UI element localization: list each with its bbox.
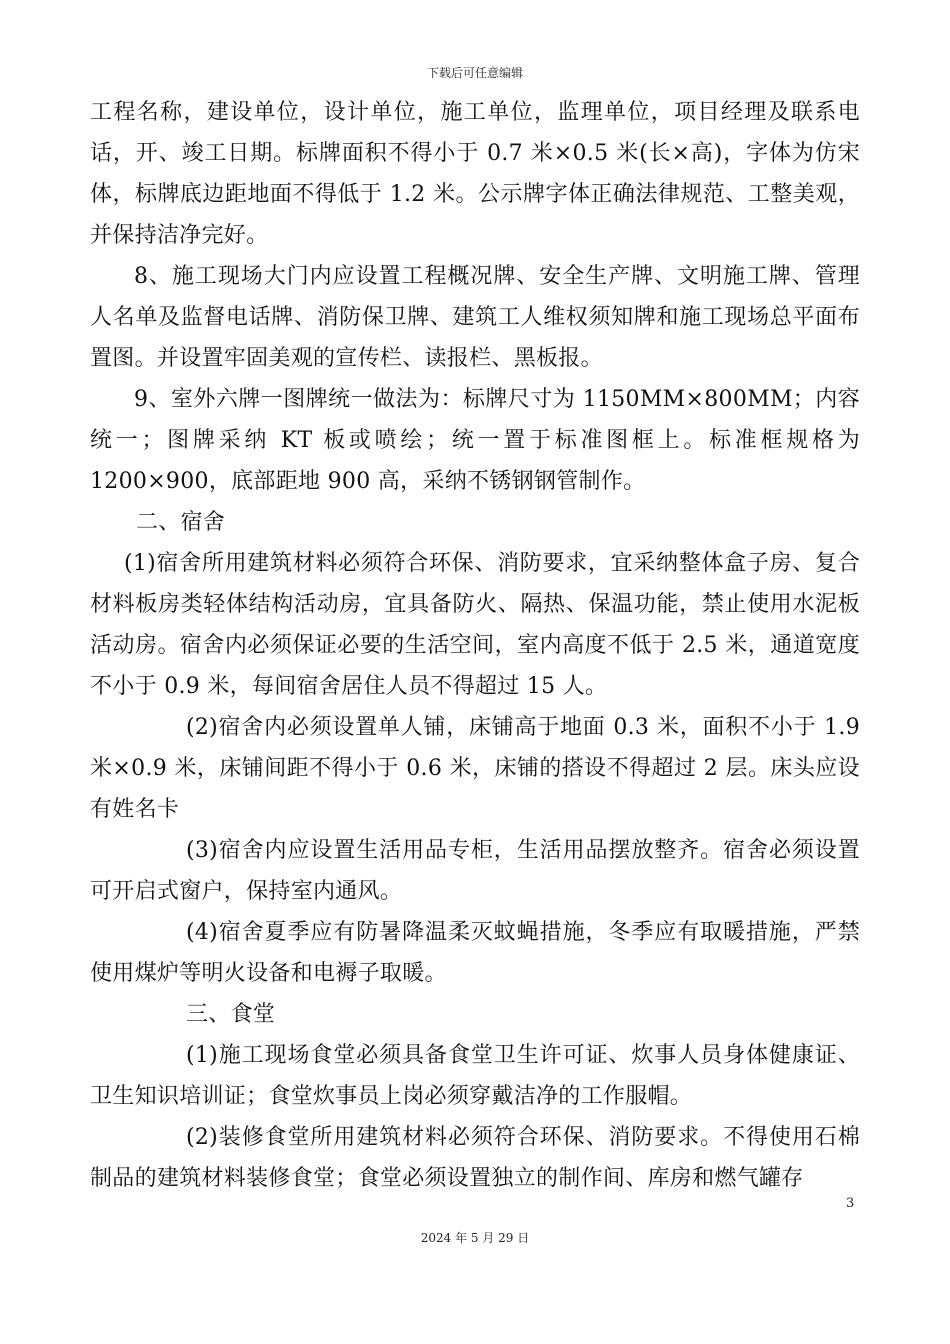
- section-heading-canteen: 三、食堂: [186, 1002, 276, 1027]
- document-body: [90, 92, 860, 1199]
- paragraph-dormitory-1: (1)宿舍所用建筑材料必须符合环保、消防要求，宜采纳整体盒子房、复合材料板房类轻体结构活动房，宜具备防火、隔热、保温功能，禁止使用水泥板活动房。宿舍内必须保证必要的生活空间，室内高度不低于 2.5 米，通道宽度不小于 0.9 米，每间宿舍居住人员不得超过 15 人。: [90, 551, 860, 699]
- page-header-note: 下载后可任意编辑: [426, 66, 523, 80]
- paragraph-canteen-2: (2)装修食堂所用建筑材料必须符合环保、消防要求。不得使用石棉制品的建筑材料装修食堂；食堂必须设置独立的制作间、库房和燃气罐存: [90, 1125, 860, 1191]
- paragraph-dormitory-4: (4)宿舍夏季应有防暑降温柔灭蚊蝇措施，冬季应有取暖措施，严禁使用煤炉等明火设备和电褥子取暖。: [90, 920, 860, 986]
- footer-date: 2024 年 5 月 29 日: [420, 1231, 530, 1245]
- page-number: 3: [846, 1196, 855, 1211]
- paragraph-canteen-1: (1)施工现场食堂必须具备食堂卫生许可证、炊事人员身体健康证、卫生知识培训证；食堂炊事员上岗必须穿戴洁净的工作服帽。: [90, 1043, 860, 1109]
- paragraph-dormitory-2: (2)宿舍内必须设置单人铺，床铺高于地面 0.3 米，面积不小于 1.9 米×0.9 米，床铺间距不得小于 0.6 米，床铺的搭设不得超过 2 层。床头应设有姓名卡: [90, 715, 860, 822]
- section-heading-dormitory: 二、宿舍: [136, 510, 226, 535]
- paragraph-item-8: 8、施工现场大门内应设置工程概况牌、安全生产牌、文明施工牌、管理人名单及监督电话牌、消防保卫牌、建筑工人维权须知牌和施工现场总平面布置图。并设置牢固美观的宣传栏、读报栏、黑板报。: [90, 264, 860, 371]
- paragraph-dormitory-3: (3)宿舍内应设置生活用品专柜，生活用品摆放整齐。宿舍必须设置可开启式窗户，保持室内通风。: [90, 838, 860, 904]
- paragraph-item-9: 9、室外六牌一图牌统一做法为：标牌尺寸为 1150MM×800MM；内容统一；图牌采纳 KT 板或喷绘；统一置于标准图框上。标准框规格为 1200×900，底部距地 900 高，采纳不锈钢钢管制作。: [90, 387, 860, 494]
- paragraph-project-sign-continued: 工程名称，建设单位，设计单位，施工单位，监理单位，项目经理及联系电话，开、竣工日期。标牌面积不得小于 0.7 米×0.5 米(长×高)，字体为仿宋体，标牌底边距地面不得低于 1.2 米。公示牌字体正确法律规范、工整美观，并保持洁净完好。: [90, 100, 860, 248]
